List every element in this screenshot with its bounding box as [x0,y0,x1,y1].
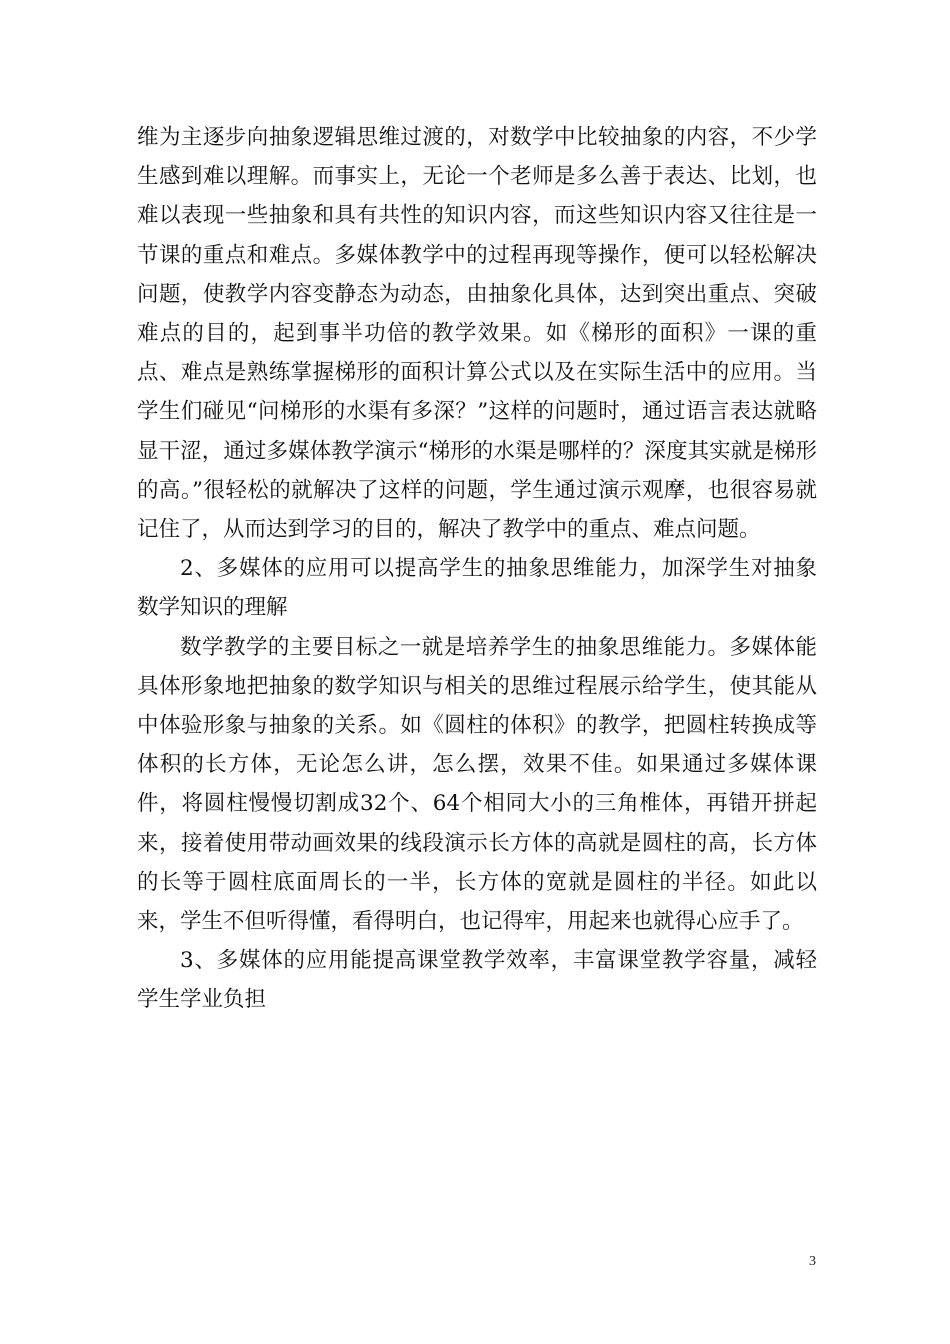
section-heading-2: 2、多媒体的应用可以提高学生的抽象思维能力，加深学生对抽象数学知识的理解 [137,556,817,621]
body-text [137,118,817,1020]
paragraph-continuation: 维为主逐步向抽象逻辑思维过渡的，对数学中比较抽象的内容，不少学生感到难以理解。而事实上，无论一个老师是多么善于表达、比划，也难以表现一些抽象和具有共性的知识内容，而这些知识内容又往往是一节课的重点和难点。多媒体教学中的过程再现等操作，便可以轻松解决问题，使教学内容变静态为动态，由抽象化具体，达到突出重点、突破难点的目的，起到事半功倍的教学效果。如《梯形的面积》一课的重点、难点是熟练掌握梯形的面积计算公式以及在实际生活中的应用。当学生们碰见“问梯形的水渠有多深？”这样的问题时，通过语言表达就略显干涩，通过多媒体教学演示“梯形的水渠是哪样的？深度其实就是梯形的高。”很轻松的就解决了这样的问题，学生通过演示观摩，也很容易就记住了，从而达到学习的目的，解决了教学中的重点、难点问题。 [137,125,817,543]
page-number: 3 [809,1254,816,1269]
paragraph-abstract-thinking: 数学教学的主要目标之一就是培养学生的抽象思维能力。多媒体能具体形象地把抽象的数学知识与相关的思维过程展示给学生，使其能从中体验形象与抽象的关系。如《圆柱的体积》的教学，把圆柱转换成等体积的长方体，无论怎么讲，怎么摆，效果不佳。如果通过多媒体课件，将圆柱慢慢切割成32个、64个相同大小的三角椎体，再错开拼起来，接着使用带动画效果的线段演示长方体的高就是圆柱的高，长方体的长等于圆柱底面周长的一半，长方体的宽就是圆柱的半径。如此以来，学生不但听得懂，看得明白，也记得牢，用起来也就得心应手了。 [137,634,817,935]
section-heading-3: 3、多媒体的应用能提高课堂教学效率，丰富课堂教学容量，减轻学生学业负担 [137,948,817,1013]
